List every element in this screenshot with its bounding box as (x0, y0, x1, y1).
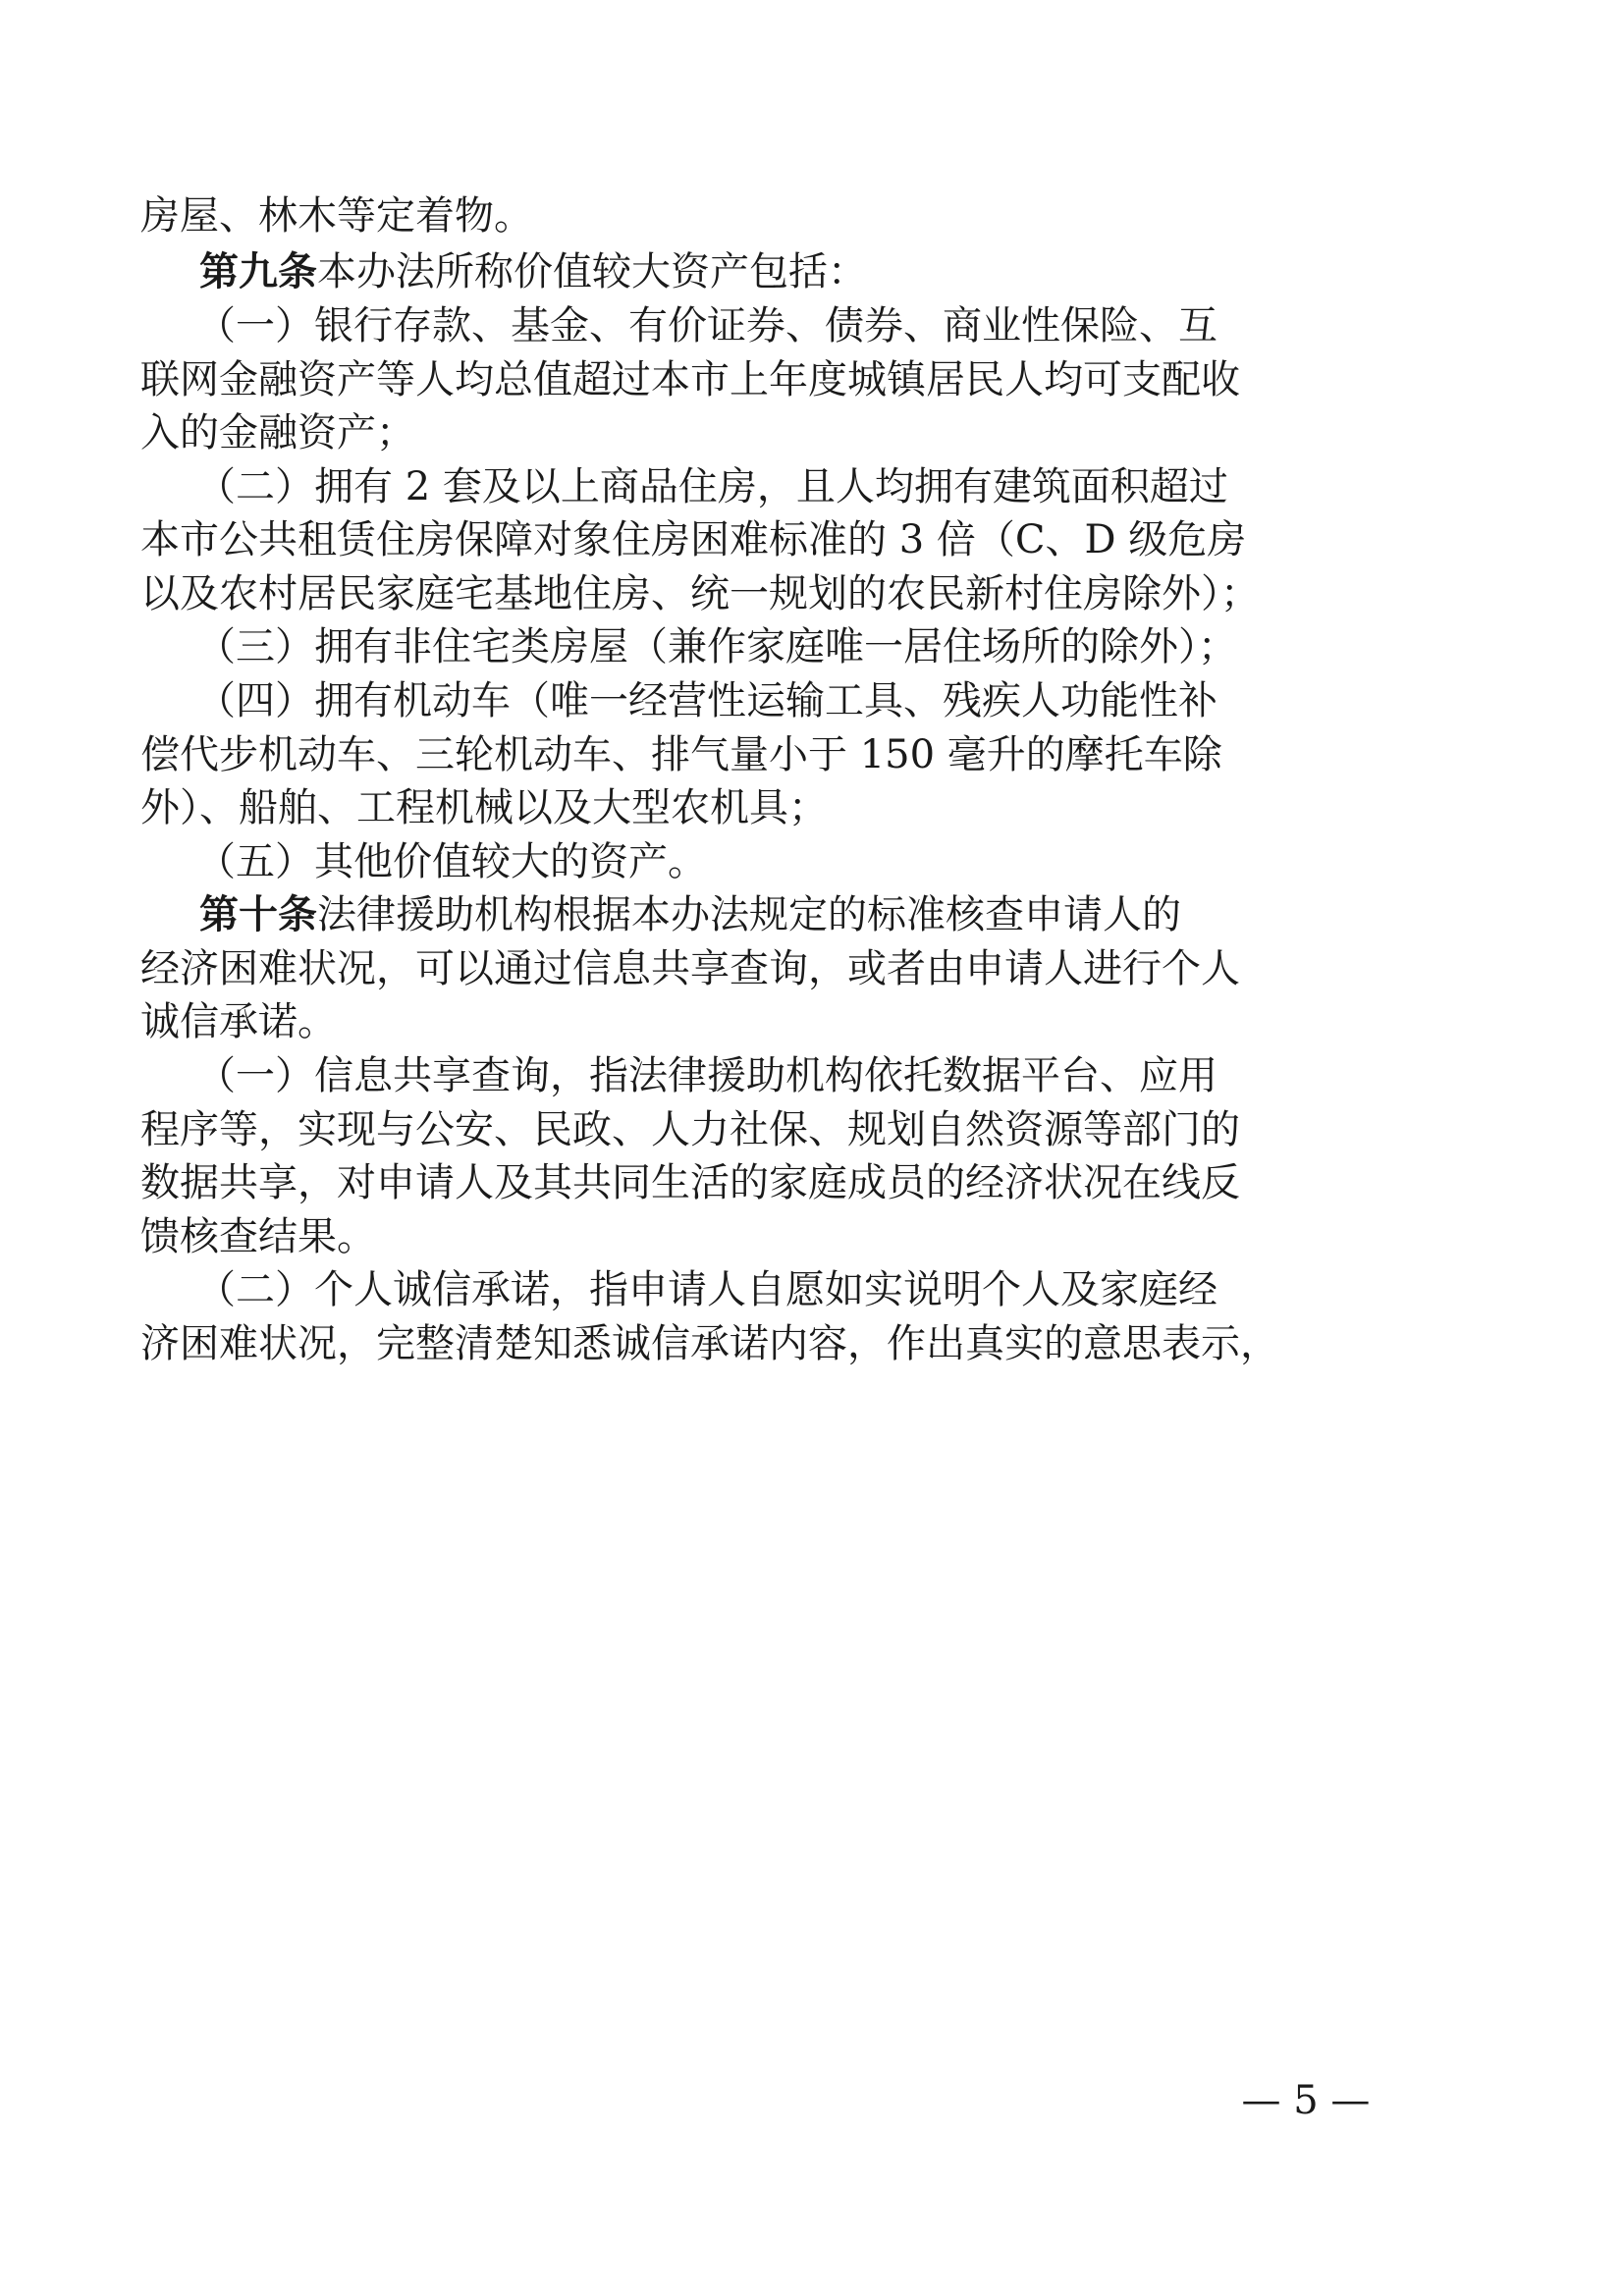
line-text: 偿代步机动车、三轮机动车、排气量小于 150 毫升的摩托车除 (140, 732, 1222, 777)
paragraph-line (0, 617, 1623, 676)
line-text: （二）个人诚信承诺，指申请人自愿如实说明个人及家庭经 (196, 1267, 1217, 1312)
paragraph-line (0, 1314, 1623, 1373)
paragraph-line (0, 187, 1623, 245)
line-text: 本市公共租赁住房保障对象住房困难标准的 3 倍（C、D 级危房 (140, 517, 1247, 562)
line-text: 联网金融资产等人均总值超过本市上年度城镇居民人均可支配收 (140, 357, 1240, 402)
paragraph-line (0, 671, 1623, 730)
article-10-label: 第十条 (199, 892, 317, 937)
paragraph-line (0, 510, 1623, 569)
article-10-heading (0, 885, 1623, 944)
paragraph-line (0, 832, 1623, 891)
paragraph-line (0, 1260, 1623, 1319)
line-text: 入的金融资产； (140, 410, 415, 455)
paragraph-line (0, 1207, 1623, 1266)
line-text: 经济困难状况，可以通过信息共享查询，或者由申请人进行个人 (140, 946, 1240, 991)
paragraph-line (0, 939, 1623, 998)
line-text: 房屋、林木等定着物。 (140, 193, 533, 239)
paragraph-line (0, 725, 1623, 784)
paragraph-line (0, 296, 1623, 355)
paragraph-line (0, 1153, 1623, 1212)
line-text: 以及农村居民家庭宅基地住房、统一规划的农民新村住房除外）； (140, 571, 1260, 616)
paragraph-line (0, 778, 1623, 837)
paragraph-line (0, 457, 1623, 516)
line-text: 外）、船舶、工程机械以及大型农机具； (140, 785, 828, 830)
paragraph-line (0, 1046, 1623, 1105)
line-text: （一）信息共享查询，指法律援助机构依托数据平台、应用 (196, 1053, 1217, 1098)
line-text: （二）拥有 2 套及以上商品住房，且人均拥有建筑面积超过 (196, 464, 1228, 509)
paragraph-line (0, 564, 1623, 623)
page-number: — 5 — (1241, 2078, 1371, 2123)
article-9-label: 第九条 (199, 249, 317, 294)
article-9-heading (0, 242, 1623, 301)
paragraph-line (0, 1100, 1623, 1159)
line-text: 馈核查结果。 (140, 1214, 376, 1259)
line-text: （五）其他价值较大的资产。 (196, 839, 707, 884)
article-10-text: 法律援助机构根据本办法规定的标准核查申请人的 (317, 892, 1181, 937)
line-text: （四）拥有机动车（唯一经营性运输工具、残疾人功能性补 (196, 678, 1217, 723)
line-text: （三）拥有非住宅类房屋（兼作家庭唯一居住场所的除外）； (196, 624, 1237, 669)
paragraph-line (0, 403, 1623, 462)
article-9-text: 本办法所称价值较大资产包括： (317, 249, 867, 294)
line-text: 济困难状况，完整清楚知悉诚信承诺内容，作出真实的意思表示， (140, 1321, 1279, 1366)
line-text: （一）银行存款、基金、有价证券、债券、商业性保险、互 (196, 303, 1217, 348)
line-text: 诚信承诺。 (140, 999, 337, 1044)
paragraph-line (0, 350, 1623, 409)
line-text: 程序等，实现与公安、民政、人力社保、规划自然资源等部门的 (140, 1107, 1240, 1152)
line-text: 数据共享，对申请人及其共同生活的家庭成员的经济状况在线反 (140, 1160, 1240, 1205)
paragraph-line (0, 992, 1623, 1051)
